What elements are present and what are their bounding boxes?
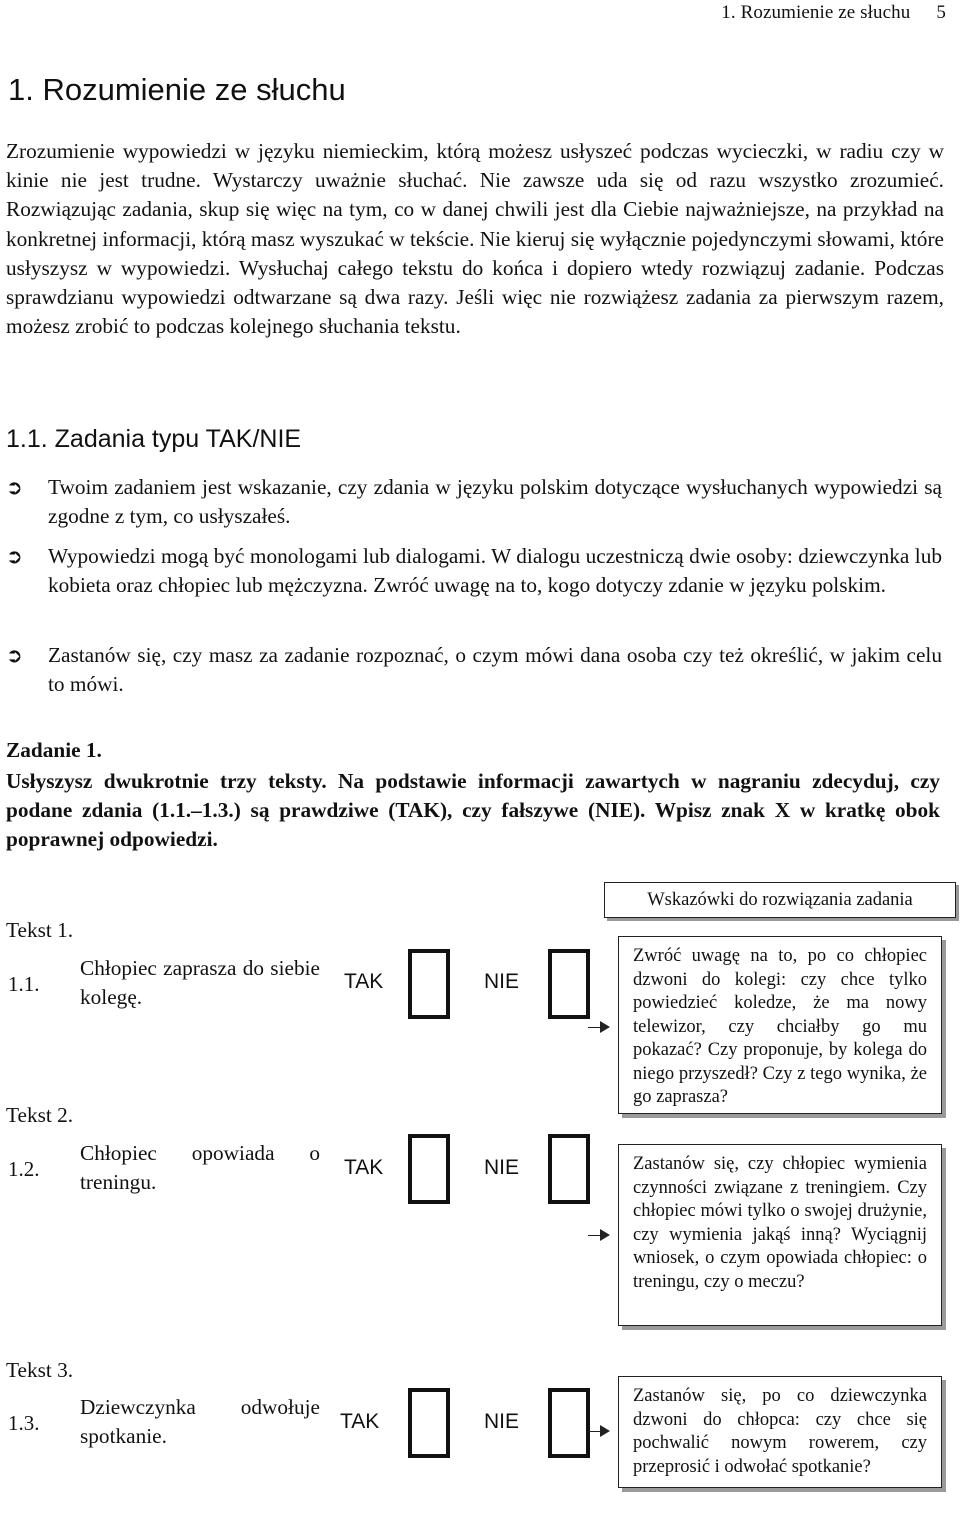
item-number: 1.3. xyxy=(8,1411,40,1435)
yes-checkbox[interactable] xyxy=(408,1134,450,1204)
task-instruction: Usłyszysz dwukrotnie trzy teksty. Na podstawie informacji zawartych w nagraniu zdecyduj, czy podane zdania (1.1.–1.3.) są prawdziwe (TAK), czy fałszywe (NIE). Wpisz znak X w kratkę obok poprawnej odpowiedzi. xyxy=(6,769,940,852)
arrow-right-icon xyxy=(600,1425,610,1437)
hint-box: Zastanów się, czy chłopiec wymienia czynności związane z treningiem. Czy chłopiec mówi tylko o swojej drużynie, czy wymienia jakąś inną? Wyciągnij wniosek, o czym opowiada chłopiec: o treningu, czy o meczu? xyxy=(618,1144,942,1326)
arrow-right-icon: ➲ xyxy=(6,475,23,499)
no-label: NIE xyxy=(484,1156,520,1179)
yes-label: TAK xyxy=(340,1410,380,1433)
arrow-right-icon: ➲ xyxy=(6,544,23,568)
bullet-text: Zastanów się, czy masz za zadanie rozpoznać, o czym mówi dana osoba czy też określić, w jakim celu to mówi. xyxy=(48,643,942,697)
arrow-right-icon: ➲ xyxy=(6,643,23,667)
yes-checkbox[interactable] xyxy=(408,1388,450,1458)
item-statement: Dziewczynka odwołuje spotkanie. xyxy=(80,1395,320,1448)
yes-label: TAK xyxy=(344,970,384,993)
hint-box: Zastanów się, po co dziewczynka dzwoni do chłopca: czy chce się pochwalić nowym rowerem, czy przeprosić i odwołać spotkanie? xyxy=(618,1376,942,1488)
no-label: NIE xyxy=(484,1410,520,1433)
arrow-right-icon xyxy=(600,1229,610,1241)
item-statement: Chłopiec zaprasza do siebie kolegę. xyxy=(80,956,320,1009)
bullet-item xyxy=(6,641,942,699)
item-number: 1.2. xyxy=(8,1157,40,1181)
yes-label: TAK xyxy=(344,1156,384,1179)
no-checkbox[interactable] xyxy=(548,949,590,1019)
no-label: NIE xyxy=(484,970,520,993)
text-label: Tekst 3. xyxy=(6,1358,74,1382)
bullet-item xyxy=(6,473,942,531)
intro-paragraph: Zrozumienie wypowiedzi w języku niemieckim, którą możesz usłyszeć podczas wycieczki, w radiu czy w kinie nie jest trudne. Wystarczy uważnie słuchać. Nie zawsze uda się od razu wszystko zrozumieć. Rozwiązując zadania, skup się więc na tym, co w danej chwili jest dla Ciebie najważniejsze, na przykład na konkretnej informacji, którą masz wyszukać w tekście. Nie kieruj się wyłącznie pojedynczymi słowami, które usłyszysz w wypowiedzi. Wysłuchaj całego tekstu do końca i dopiero wtedy rozwiązuj zadanie. Podczas sprawdzianu wypowiedzi odtwarzane są dwa razy. Jeśli więc nie rozwiążesz zadania za pierwszym razem, możesz zrobić to podczas kolejnego słuchania tekstu. xyxy=(6,139,944,339)
hint-box: Zwróć uwagę na to, po co chłopiec dzwoni do kolegi: czy chce tylko powiedzieć koledze, że ma nowy telewizor, czy chciałby go mu pokazać? Czy proponuje, by kolega do niego przyszedł? Czy z tego wynika, że go zaprasza? xyxy=(618,936,942,1114)
text-label: Tekst 1. xyxy=(6,918,74,942)
section-title: 1.1. Zadania typu TAK/NIE xyxy=(6,425,302,453)
no-checkbox[interactable] xyxy=(548,1388,590,1458)
task-title: Zadanie 1. xyxy=(6,738,102,762)
bullet-text: Wypowiedzi mogą być monologami lub dialogami. W dialogu uczestniczą dwie osoby: dziewczynka lub kobieta oraz chłopiec lub mężczyzna. Zwróć uwagę na to, kogo dotyczy zdanie w języku polskim. xyxy=(48,544,942,598)
item-number: 1.1. xyxy=(8,972,40,996)
text-label: Tekst 2. xyxy=(6,1103,74,1127)
page-title: 1. Rozumienie ze słuchu xyxy=(8,72,346,107)
yes-checkbox[interactable] xyxy=(408,949,450,1019)
item-statement: Chłopiec opowiada o treningu. xyxy=(80,1141,320,1194)
no-checkbox[interactable] xyxy=(548,1134,590,1204)
arrow-right-icon xyxy=(600,1021,610,1033)
running-header-chapter: 1. Rozumienie ze słuchu xyxy=(721,2,911,23)
bullet-item xyxy=(6,542,942,600)
hints-title: Wskazówki do rozwiązania zadania xyxy=(604,882,956,918)
page-number: 5 xyxy=(936,2,946,23)
running-header xyxy=(721,2,946,24)
bullet-text: Twoim zadaniem jest wskazanie, czy zdania w języku polskim dotyczące wysłuchanych wypowiedzi są zgodne z tym, co usłyszałeś. xyxy=(48,475,942,529)
